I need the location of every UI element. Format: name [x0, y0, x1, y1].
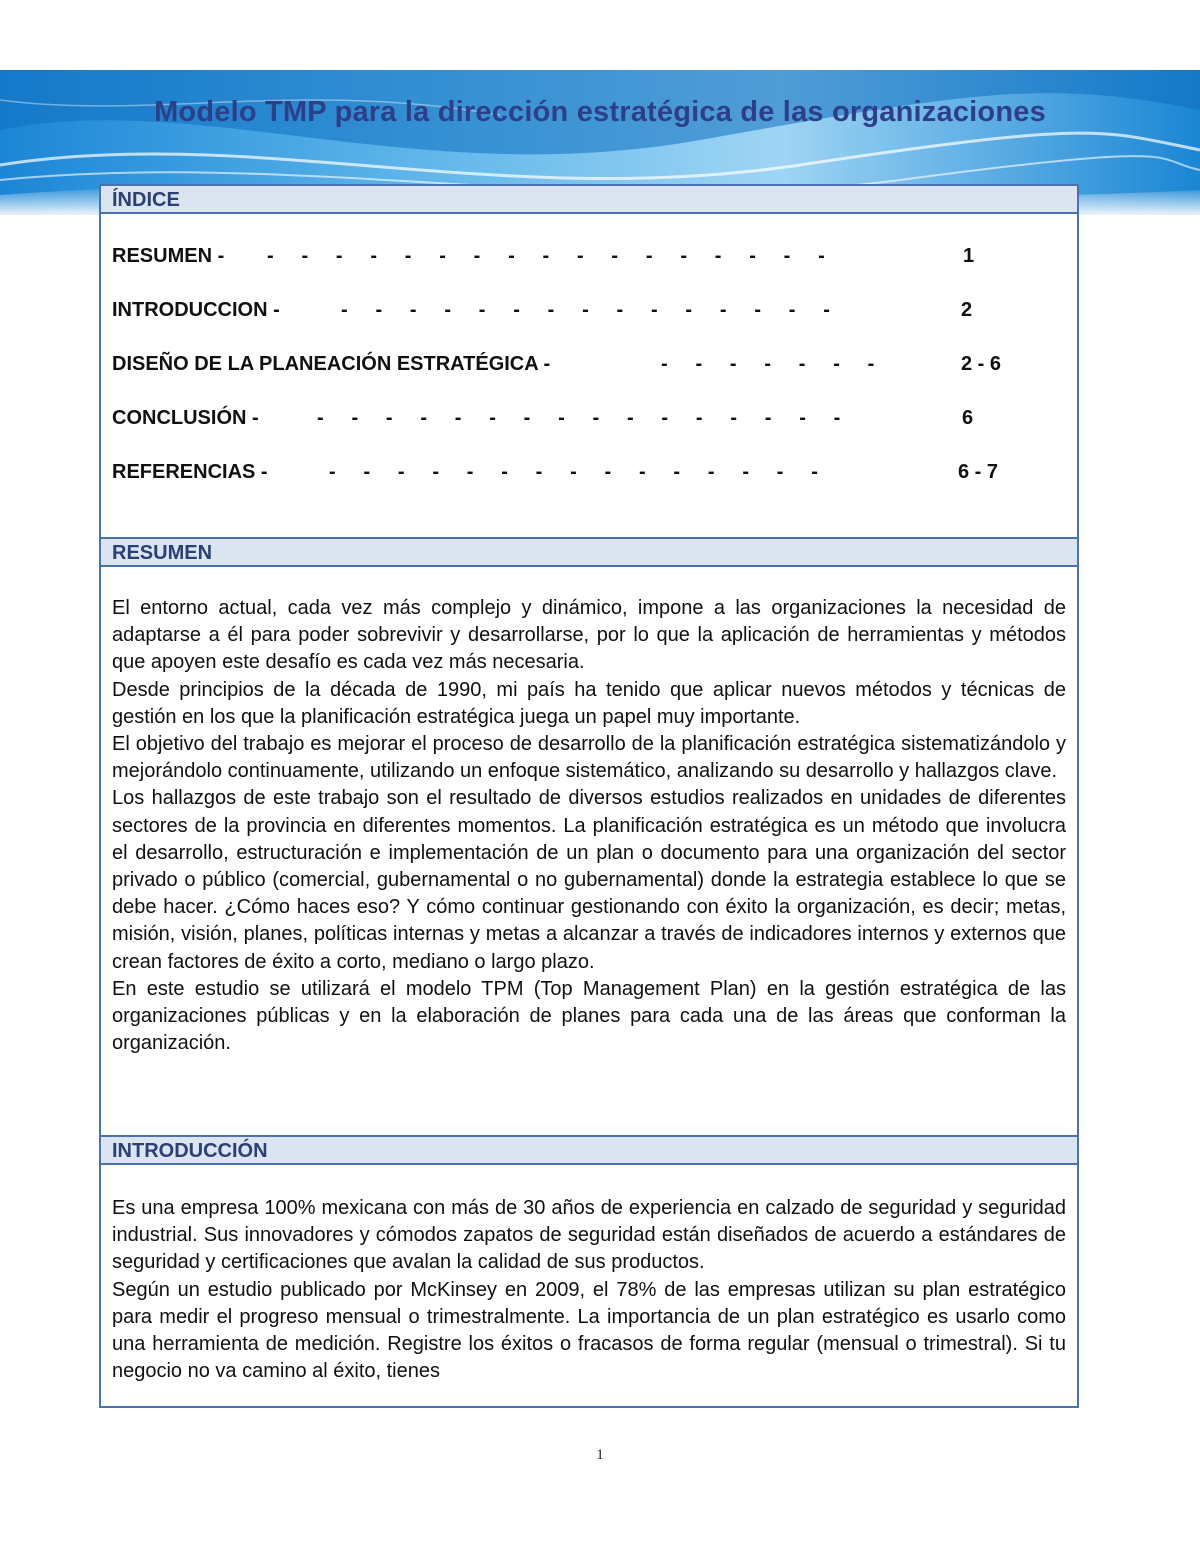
toc-leader: - - - - - - -	[661, 353, 875, 375]
introduccion-heading: INTRODUCCIÓN	[101, 1135, 1077, 1165]
content-box	[99, 184, 1079, 1408]
toc-item-introduccion: INTRODUCCION -	[112, 299, 280, 321]
toc-leader: - - - - - - - - - - - - - - - - -	[267, 245, 825, 267]
resumen-paragraph: El objetivo del trabajo es mejorar el proceso de desarrollo de la planificación estratégica sistematizándolo y mejorándolo continuamente, utilizando un enfoque sistemático, analizando su desarrollo y hallazgos clave.	[112, 733, 1066, 783]
resumen-paragraph: Los hallazgos de este trabajo son el resultado de diversos estudios realizados en unidades de diferentes sectores de la provincia en diferentes momentos. La planificación estratégica es un método que involucra el desarrollo, estructuración e implementación de un plan o documento para una organización del sector privado o público (comercial, gubernamental o no gubernamental) donde la estrategia establece lo que se debe hacer. ¿Cómo haces eso? Y cómo continuar gestionando con éxito la organización, es decir; metas, misión, visión, planes, políticas internas y metas a alcanzar a través de indicadores internos y externos que crean factores de éxito a corto, mediano o largo plazo.	[112, 787, 1066, 973]
introduccion-body	[112, 1195, 1066, 1385]
resumen-paragraph: Desde principios de la década de 1990, mi país ha tenido que aplicar nuevos métodos y técnicas de gestión en los que la planificación estratégica juega un papel muy importante.	[112, 678, 1066, 728]
toc-item-diseno: DISEÑO DE LA PLANEACIÓN ESTRATÉGICA -	[112, 353, 551, 375]
index-heading: ÍNDICE	[101, 186, 1077, 214]
toc-page-diseno: 2 - 6	[961, 353, 1002, 375]
resumen-paragraph: El entorno actual, cada vez más complejo y dinámico, impone a las organizaciones la necesidad de adaptarse a él para poder sobrevivir y desarrollarse, por lo que la aplicación de herramientas y métodos que apoyen este desafío es cada vez más necesaria.	[112, 597, 1066, 674]
toc-leader: - - - - - - - - - - - - - - -	[329, 461, 818, 483]
toc-page-conclusion: 6	[962, 407, 974, 429]
introduccion-paragraph: Es una empresa 100% mexicana con más de 30 años de experiencia en calzado de seguridad y seguridad industrial. Sus innovadores y cómodos zapatos de seguridad están diseñados de acuerdo a estándares de seguridad y certificaciones que avalan la calidad de sus productos.	[112, 1197, 1066, 1274]
resumen-paragraph: En este estudio se utilizará el modelo TPM (Top Management Plan) en la gestión estratégica de las organizaciones públicas y en la elaboración de planes para cada una de las áreas que conforman la organización.	[112, 977, 1066, 1055]
toc-item-conclusion: CONCLUSIÓN -	[112, 407, 259, 429]
toc-item-referencias: REFERENCIAS -	[112, 461, 268, 483]
toc-page-referencias: 6 - 7	[958, 461, 999, 483]
page-number: 1	[596, 1447, 604, 1463]
toc-leader: - - - - - - - - - - - - - - -	[341, 299, 830, 321]
document-title: Modelo TMP para la dirección estratégica de las organizaciones	[154, 96, 1046, 128]
toc-page-resumen: 1	[963, 245, 975, 267]
resumen-body	[112, 595, 1066, 1057]
resumen-heading: RESUMEN	[101, 537, 1077, 567]
toc-page-introduccion: 2	[961, 299, 973, 321]
toc-leader: - - - - - - - - - - - - - - - -	[317, 407, 841, 429]
toc-item-resumen: RESUMEN -	[112, 245, 225, 267]
introduccion-paragraph: Según un estudio publicado por McKinsey en 2009, el 78% de las empresas utilizan su plan estratégico para medir el progreso mensual o trimestralmente. La importancia de un plan estratégico es usarlo como una herramienta de medición. Registre los éxitos o fracasos de forma regular (mensual o trimestral). Si tu negocio no va camino al éxito, tienes	[112, 1278, 1066, 1383]
introduccion-body-clip	[101, 1195, 1077, 1408]
